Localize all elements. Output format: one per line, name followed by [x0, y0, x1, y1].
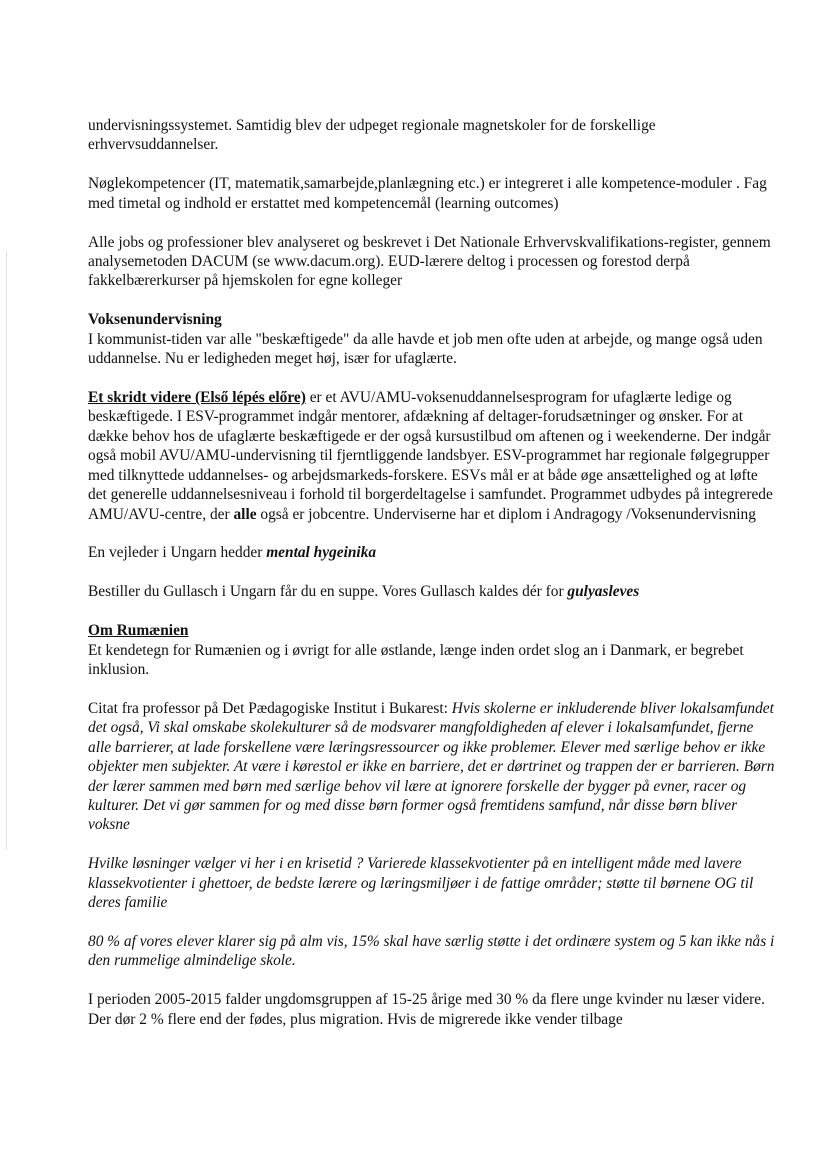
vejleder-term: mental hygeinika [266, 544, 377, 562]
document-page [88, 116, 778, 1029]
paragraph-procent: 80 % af vores elever klarer sig på alm vis, 15% skal have særlig støtte i det ordinære system og 5 kan ikke nås i den rummelige almindelige skole. [88, 933, 775, 970]
paragraph-citat [88, 699, 778, 835]
vejleder-text: En vejleder i Ungarn hedder [88, 544, 267, 562]
paragraph-undervisningssystemet: undervisningssystemet. Samtidig blev der udpeget regionale magnetskoler for de forskellige erhvervsuddannelser. [88, 117, 656, 154]
paragraph-et-skridt-videre [88, 388, 778, 524]
esv-bold-word: alle [233, 505, 257, 523]
section-voksenundervisning [88, 310, 778, 368]
paragraph-ungdomsgruppen: I perioden 2005-2015 falder ungdomsgruppen af 15-25 årige med 30 % da flere unge kvinder nu læser videre. Der dør 2 % flere end der fødes, plus migration. Hvis de migrerede ikke vender tilbage [88, 991, 765, 1028]
esv-program-title: Et skridt videre (Első lépés előre) [88, 389, 306, 407]
gullasch-term: gulyasleves [567, 583, 640, 601]
citat-intro: Citat fra professor på Det Pædagogiske Institut i Bukarest: [88, 699, 452, 717]
scan-edge-line [6, 250, 7, 850]
section-om-rumaenien [88, 621, 778, 679]
paragraph-gullasch [88, 582, 778, 601]
paragraph-erhvervskvalifikations-register: Alle jobs og professioner blev analyseret og beskrevet i Det Nationale Erhvervskvalifikations-register, gennem analysemetoden DACUM (se www.dacum.org). EUD-lærere deltog i processen og forestod derpå fakkelbærerkurser på hjemskolen for egne kolleger [88, 233, 771, 290]
paragraph-krisetid: Hvilke løsninger vælger vi her i en krisetid ? Varierede klassekvotienter på en intelligent måde med lavere klassekvotienter i ghettoer, de bedste lærere og læringsmiljøer i de fattige områder; støtte til børnene OG til deres familie [88, 855, 754, 912]
paragraph-vejleder [88, 543, 778, 562]
heading-om-rumaenien: Om Rumænien [88, 622, 189, 640]
rumaenien-text: Et kendetegn for Rumænien og i øvrigt for alle østlande, længe inden ordet slog an i Danmark, er begrebet inklusion. [88, 641, 744, 679]
citat-quote: Hvis skolerne er inkluderende bliver lokalsamfundet det også, Vi skal omskabe skolekulturer så de modsvarer mangfoldigheden af elever i lokalsamfundet, fjerne alle barrierer, at lade forskellene være læringsressourcer og ikke problemer. Elever med særlige behov er ikke objekter men subjekter. At være i kørestol er ikke en barriere, det er dørtrinet og trappen der er barrieren. Børn der lærer sammen med børn med særlige behov vil lære at ignorere forskelle der bygger på evner, racer og kulturer. Det vi gør sammen for og med disse børn former også fremtidens samfund, når disse børn bliver voksne [88, 699, 775, 834]
voksenundervisning-text: I kommunist-tiden var alle "beskæftigede" da alle havde et job men ofte uden at arbejde, og mange også uden uddannelse. Nu er ledigheden meget høj, især for ufaglærte. [88, 330, 763, 368]
esv-text-part1: er et AVU/AMU-voksenuddannelsesprogram for ufaglærte ledige og beskæftigede. I ESV-programmet indgår mentorer, afdækning af deltager-forudsætninger og ønsker. For at dække behov hos de ufaglærte beskæftigede er der også kursustilbud om aftenen og i weekenderne. Der indgår også mobil AVU/AMU-undervisning til fjerntliggende landsbyer. ESV-programmet har regionale følgegrupper med tilknyttede uddannelses- og arbejdsmarkeds-forskere. ESVs mål er at både øge ansættelighed og at løfte det generelle uddannelsesniveau i forhold til borgerdeltagelse i samfundet. Programmet udbydes på integrerede AMU/AVU-centre, der [88, 389, 773, 523]
paragraph-noeglekompetencer: Nøglekompetencer (IT, matematik,samarbejde,planlægning etc.) er integreret i alle kompetence-moduler . Fag med timetal og indhold er erstattet med kompetencemål (learning outcomes) [88, 175, 767, 212]
esv-text-part2: også er jobcentre. Underviserne har et diplom i Andragogy /Voksenundervisning [256, 505, 756, 523]
heading-voksenundervisning: Voksenundervisning [88, 311, 222, 329]
gullasch-text: Bestiller du Gullasch i Ungarn får du en suppe. Vores Gullasch kaldes dér for [88, 583, 568, 601]
